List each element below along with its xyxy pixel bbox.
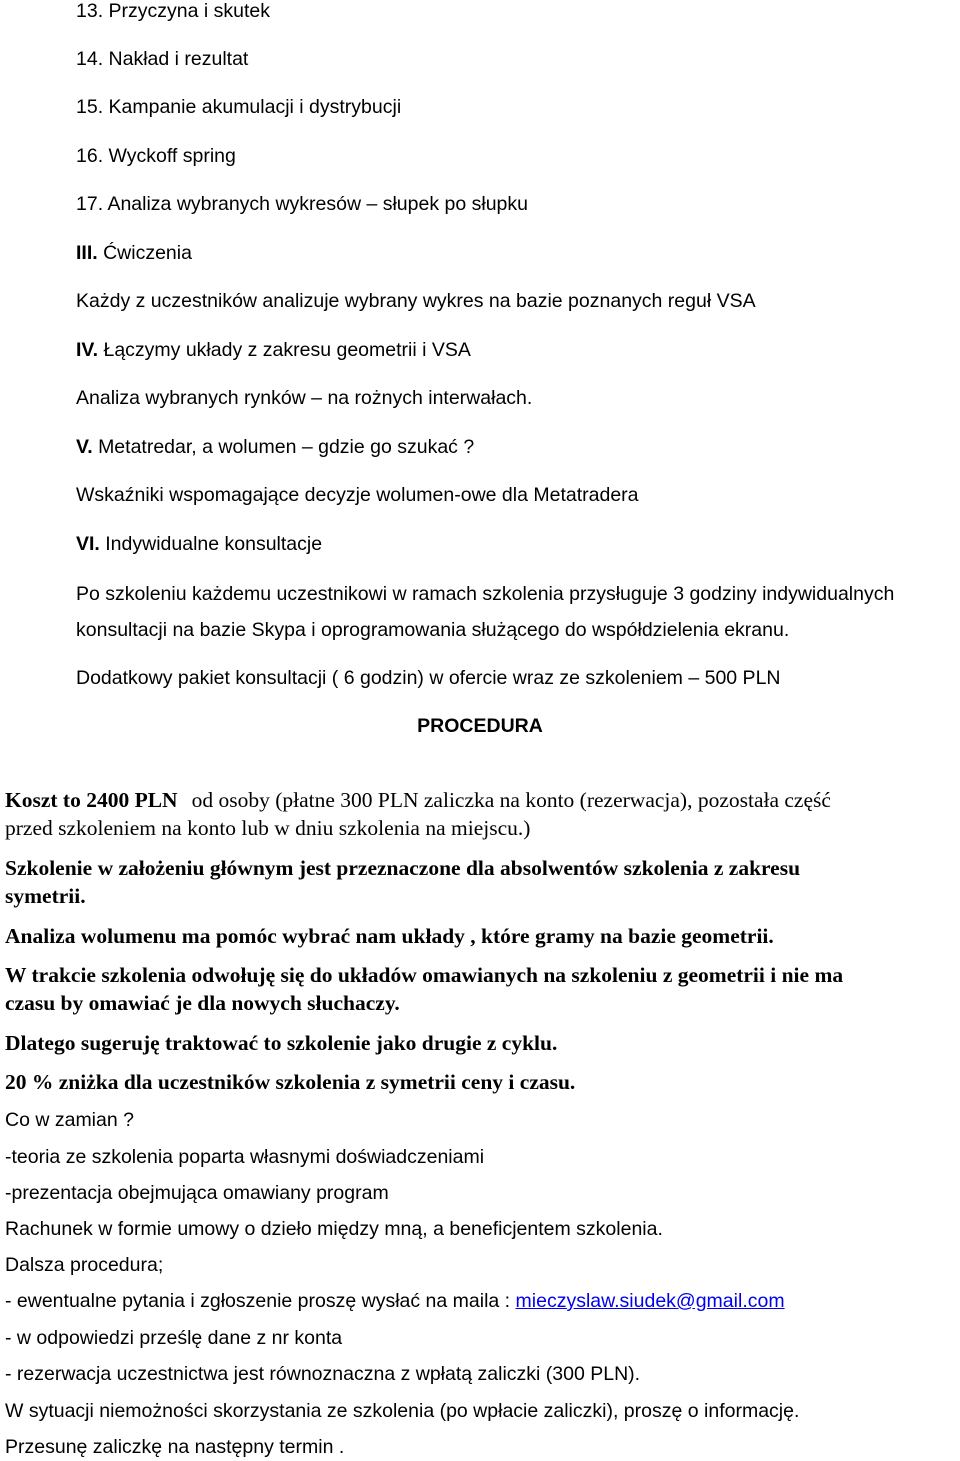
- section-4-title: Łączymy układy z zakresu geometrii i VSA: [103, 339, 471, 361]
- outline-item-13: 13. Przyczyna i skutek: [76, 0, 270, 22]
- section-6-number: VI.: [76, 533, 100, 555]
- section-5-number: V.: [76, 436, 93, 458]
- outline-item-17: 17. Analiza wybranych wykresów – słupek po słupku: [76, 193, 528, 215]
- closing-line-2: Przesunę zaliczkę na następny termin .: [5, 1436, 345, 1458]
- section-3-title: Ćwiczenia: [103, 242, 192, 264]
- cost-line-1: [5, 790, 831, 812]
- outline-item-16: 16. Wyckoff spring: [76, 145, 236, 167]
- exchange-item-theory: -teoria ze szkolenia poparta własnymi doświadczeniami: [5, 1146, 485, 1168]
- cost-amount: Koszt to 2400 PLN: [5, 788, 178, 812]
- section-3-heading: [76, 244, 192, 264]
- email-link[interactable]: mieczyslaw.siudek@gmail.com: [515, 1290, 785, 1312]
- section-4-number: IV.: [76, 339, 99, 361]
- cost-details: od osoby (płatne 300 PLN zaliczka na konto (rezerwacja), pozostała część: [191, 788, 831, 812]
- section-5-title: Metatredar, a wolumen – gdzie go szukać ?: [98, 436, 475, 458]
- section-3-number: III.: [76, 242, 98, 264]
- geometry-reference-line-2: czasu by omawiać je dla nowych słuchaczy.: [5, 991, 400, 1015]
- target-audience-line-2: symetrii.: [5, 884, 86, 908]
- exchange-question: Co w zamian ?: [5, 1109, 134, 1131]
- section-6-title: Indywidualne konsultacje: [105, 533, 323, 555]
- section-3-text: Każdy z uczestników analizuje wybrany wykres na bazie poznanych reguł VSA: [76, 290, 756, 312]
- next-step-2: - w odpowiedzi prześlę dane z nr konta: [5, 1327, 343, 1349]
- section-4-text: Analiza wybranych rynków – na rożnych interwałach.: [76, 387, 533, 409]
- procedure-heading: PROCEDURA: [417, 715, 543, 737]
- closing-line-1: W sytuacji niemożności skorzystania ze szkolenia (po wpłacie zaliczki), proszę o informację.: [5, 1400, 800, 1422]
- cost-line-2: przed szkoleniem na konto lub w dniu szkolenia na miejscu.): [5, 816, 531, 840]
- invoice-note: Rachunek w formie umowy o dzieło między mną, a beneficjentem szkolenia.: [5, 1218, 663, 1240]
- exchange-item-presentation: -prezentacja obejmująca omawiany program: [5, 1182, 389, 1204]
- target-audience-line-1: Szkolenie w założeniu głównym jest przeznaczone dla absolwentów szkolenia z zakresu: [5, 856, 801, 880]
- section-5-text: Wskaźniki wspomagające decyzje wolumen-owe dla Metatradera: [76, 484, 639, 506]
- volume-analysis-note: Analiza wolumenu ma pomóc wybrać nam układy , które gramy na bazie geometrii.: [5, 924, 774, 948]
- next-step-1-text: - ewentualne pytania i zgłoszenie proszę wysłać na maila :: [5, 1290, 511, 1312]
- outline-item-15: 15. Kampanie akumulacji i dystrybucji: [76, 96, 402, 118]
- section-4-heading: [76, 341, 471, 361]
- outline-item-14: 14. Nakład i rezultat: [76, 48, 249, 70]
- next-step-3: - rezerwacja uczestnictwa jest równoznaczna z wpłatą zaliczki (300 PLN).: [5, 1363, 641, 1385]
- section-6-text-line-3: Dodatkowy pakiet konsultacji ( 6 godzin) w ofercie wraz ze szkoleniem – 500 PLN: [76, 667, 781, 689]
- section-5-heading: [76, 438, 474, 458]
- next-step-1: [5, 1292, 785, 1312]
- discount-note: 20 % zniżka dla uczestników szkolenia z symetrii ceny i czasu.: [5, 1070, 576, 1094]
- section-6-text-line-1: Po szkoleniu każdemu uczestnikowi w ramach szkolenia przysługuje 3 godziny indywidualnych: [76, 583, 895, 605]
- second-in-cycle-note: Dlatego sugeruję traktować to szkolenie jako drugie z cyklu.: [5, 1031, 558, 1055]
- section-6-text-line-2: konsultacji na bazie Skypa i oprogramowania służącego do współdzielenia ekranu.: [76, 619, 790, 641]
- section-6-heading: [76, 535, 322, 555]
- geometry-reference-line-1: W trakcie szkolenia odwołuję się do układów omawianych na szkoleniu z geometrii i nie ma: [5, 963, 844, 987]
- next-steps-heading: Dalsza procedura;: [5, 1254, 164, 1276]
